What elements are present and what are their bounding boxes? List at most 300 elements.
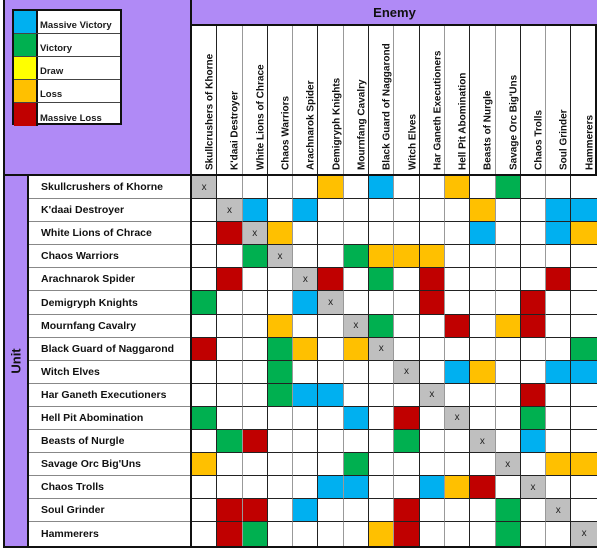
enemy-column-label: White Lions of Chrace	[255, 64, 267, 170]
matchup-cell	[344, 499, 369, 522]
matchup-cell	[546, 291, 571, 314]
matchup-cell	[420, 453, 445, 476]
matchup-cell	[369, 268, 394, 291]
matchup-cell	[470, 176, 495, 199]
unit-row-headers	[29, 176, 192, 546]
matchup-cell	[546, 430, 571, 453]
matchup-cell	[546, 245, 571, 268]
corner-header	[5, 0, 192, 176]
matchup-cell	[546, 407, 571, 430]
matchup-cell	[217, 222, 242, 245]
matchup-cell	[318, 222, 343, 245]
matchup-cell	[318, 384, 343, 407]
matchup-grid	[192, 176, 597, 546]
grid-row	[192, 499, 597, 522]
matchup-cell	[496, 338, 521, 361]
matchup-cell	[344, 522, 369, 545]
matchup-cell	[192, 499, 217, 522]
matchup-cell	[243, 245, 268, 268]
enemy-column-header	[496, 26, 521, 174]
matchup-cell	[192, 430, 217, 453]
matchup-cell	[217, 245, 242, 268]
matchup-cell	[521, 291, 546, 314]
matchup-cell	[369, 315, 394, 338]
unit-row-header: Skullcrushers of Khorne	[29, 176, 190, 199]
matchup-cell	[344, 338, 369, 361]
matchup-cell	[192, 361, 217, 384]
enemy-column-label: Witch Elves	[407, 113, 419, 170]
grid-row	[192, 245, 597, 268]
matchup-cell	[369, 430, 394, 453]
grid-row	[192, 176, 597, 199]
matchup-cell	[318, 245, 343, 268]
matchup-cell	[243, 522, 268, 545]
matchup-cell	[268, 361, 293, 384]
matchup-cell	[268, 522, 293, 545]
matchup-cell	[192, 315, 217, 338]
matchup-cell	[192, 268, 217, 291]
matchup-cell	[268, 315, 293, 338]
matchup-cell	[546, 384, 571, 407]
matchup-cell	[546, 222, 571, 245]
legend-swatch	[14, 57, 38, 79]
matchup-cell	[217, 522, 242, 545]
self-matchup-cell: x	[293, 268, 318, 291]
matchup-cell	[470, 245, 495, 268]
enemy-column-header	[445, 26, 470, 174]
matchup-cell	[293, 199, 318, 222]
legend-item	[14, 103, 120, 126]
matchup-cell	[192, 338, 217, 361]
matchup-cell	[344, 199, 369, 222]
matchup-cell	[470, 384, 495, 407]
matchup-cell	[496, 315, 521, 338]
matchup-cell	[496, 499, 521, 522]
matchup-cell	[445, 199, 470, 222]
matchup-cell	[293, 361, 318, 384]
enemy-column-label: Hammerers	[584, 114, 596, 170]
matchup-cell	[394, 199, 419, 222]
matchup-cell	[445, 522, 470, 545]
enemy-column-label: Chaos Warriors	[280, 95, 292, 170]
matchup-cell	[268, 338, 293, 361]
enemy-column-label: Mournfang Cavalry	[356, 79, 368, 170]
matchup-cell	[243, 453, 268, 476]
matchup-cell	[420, 245, 445, 268]
matchup-cell	[369, 245, 394, 268]
matchup-cell	[344, 245, 369, 268]
matchup-cell	[318, 176, 343, 199]
unit-row-header: Witch Elves	[29, 361, 190, 384]
unit-row-header: Chaos Warriors	[29, 245, 190, 268]
matchup-cell	[369, 499, 394, 522]
enemy-column-header	[470, 26, 495, 174]
matchup-cell	[293, 453, 318, 476]
matchup-cell	[571, 407, 596, 430]
matchup-cell	[192, 476, 217, 499]
matchup-cell	[445, 222, 470, 245]
matchup-cell	[268, 499, 293, 522]
unit-row-header: Hell Pit Abomination	[29, 407, 190, 430]
matchup-cell	[318, 430, 343, 453]
matchup-cell	[318, 476, 343, 499]
matchup-cell	[420, 407, 445, 430]
unit-row-header: Hammerers	[41, 527, 99, 540]
matchup-cell	[470, 338, 495, 361]
matchup-cell	[546, 315, 571, 338]
matchup-cell	[344, 222, 369, 245]
matchup-cell	[268, 476, 293, 499]
unit-row-header: K'daai Destroyer	[29, 199, 190, 222]
matchup-cell	[445, 176, 470, 199]
matchup-cell	[394, 291, 419, 314]
matchup-cell	[546, 199, 571, 222]
matchup-cell	[445, 338, 470, 361]
legend-item	[14, 57, 120, 80]
matchup-cell	[344, 176, 369, 199]
matchup-cell	[496, 407, 521, 430]
legend-label: Loss	[40, 89, 63, 100]
matchup-cell	[496, 291, 521, 314]
matchup-cell	[293, 476, 318, 499]
grid-row	[192, 338, 597, 361]
matchup-cell	[496, 476, 521, 499]
matchup-cell	[217, 430, 242, 453]
matchup-cell	[445, 476, 470, 499]
matchup-cell	[318, 268, 343, 291]
matchup-cell	[394, 476, 419, 499]
matchup-cell	[571, 338, 596, 361]
matchup-cell	[318, 499, 343, 522]
matchup-cell	[420, 522, 445, 545]
matchup-cell	[192, 453, 217, 476]
grid-row	[192, 199, 597, 222]
matchup-cell	[293, 245, 318, 268]
self-matchup-cell: x	[344, 315, 369, 338]
matchup-cell	[293, 291, 318, 314]
matchup-cell	[496, 384, 521, 407]
enemy-column-header	[521, 26, 546, 174]
matchup-cell	[521, 499, 546, 522]
matchup-cell	[571, 430, 596, 453]
matchup-cell	[470, 361, 495, 384]
enemy-column-header	[243, 26, 268, 174]
legend-label: Victory	[40, 43, 73, 54]
matchup-cell	[293, 499, 318, 522]
grid-row	[192, 361, 597, 384]
matchup-cell	[521, 176, 546, 199]
self-matchup-cell: x	[268, 245, 293, 268]
enemy-column-label: Savage Orc Big'Uns	[508, 74, 520, 170]
enemy-column-label: Black Guard of Naggarond	[381, 43, 393, 170]
legend-label: Massive Loss	[40, 113, 102, 124]
matchup-cell	[268, 176, 293, 199]
matchup-cell	[369, 476, 394, 499]
unit-row-header: Black Guard of Naggarond	[29, 338, 190, 361]
matchup-cell	[521, 222, 546, 245]
matchup-cell	[571, 245, 596, 268]
matchup-cell	[521, 453, 546, 476]
self-matchup-cell: x	[394, 361, 419, 384]
self-matchup-cell: x	[243, 222, 268, 245]
matchup-cell	[268, 407, 293, 430]
matchup-cell	[268, 291, 293, 314]
matchup-cell	[571, 222, 596, 245]
matchup-cell	[268, 453, 293, 476]
matchup-cell	[217, 407, 242, 430]
matchup-cell	[192, 199, 217, 222]
matchup-cell	[571, 315, 596, 338]
matchup-cell	[293, 430, 318, 453]
enemy-column-header	[268, 26, 293, 174]
grid-row	[192, 407, 597, 430]
matchup-cell	[571, 453, 596, 476]
matchup-cell	[243, 499, 268, 522]
legend-label: Draw	[40, 66, 64, 77]
matchup-cell	[344, 476, 369, 499]
matchup-cell	[496, 361, 521, 384]
matchup-cell	[268, 222, 293, 245]
grid-row	[192, 222, 597, 245]
matchup-cell	[369, 407, 394, 430]
matchup-cell	[344, 384, 369, 407]
matchup-cell	[521, 199, 546, 222]
enemy-column-header	[217, 26, 242, 174]
matchup-cell	[521, 245, 546, 268]
matchup-cell	[243, 361, 268, 384]
grid-row	[192, 453, 597, 476]
enemy-column-label: Arachnarok Spider	[305, 80, 317, 170]
enemy-column-header	[571, 26, 596, 174]
matchup-cell	[394, 222, 419, 245]
matchup-cell	[470, 268, 495, 291]
matchup-cell	[571, 291, 596, 314]
unit-row-header: Savage Orc Big'Uns	[29, 453, 190, 476]
legend-swatch	[14, 34, 38, 56]
matchup-cell	[546, 522, 571, 545]
matchup-cell	[217, 384, 242, 407]
matchup-cell	[420, 476, 445, 499]
matchup-cell	[192, 245, 217, 268]
matchup-cell	[243, 430, 268, 453]
matchup-cell	[369, 361, 394, 384]
matchup-cell	[268, 268, 293, 291]
matchup-cell	[192, 522, 217, 545]
matchup-cell	[394, 315, 419, 338]
legend-swatch	[14, 11, 38, 33]
matchup-cell	[293, 315, 318, 338]
matchup-cell	[369, 384, 394, 407]
matchup-cell	[369, 453, 394, 476]
matchup-cell	[394, 453, 419, 476]
matchup-cell	[243, 199, 268, 222]
matchup-cell	[217, 476, 242, 499]
matchup-cell	[318, 338, 343, 361]
enemy-column-label: Demigryph Knights	[331, 77, 343, 170]
matchup-cell	[470, 476, 495, 499]
matchup-cell	[420, 222, 445, 245]
self-matchup-cell: x	[318, 291, 343, 314]
unit-row-header: Chaos Trolls	[29, 476, 190, 499]
matchup-cell	[268, 430, 293, 453]
matchup-cell	[243, 315, 268, 338]
self-matchup-cell: x	[192, 176, 217, 199]
unit-row-header: White Lions of Chrace	[29, 222, 190, 245]
matchup-cell	[217, 315, 242, 338]
matchup-cell	[344, 430, 369, 453]
matchup-cell	[394, 522, 419, 545]
enemy-column-header	[369, 26, 394, 174]
matchup-cell	[445, 268, 470, 291]
matchup-cell	[445, 384, 470, 407]
matchup-cell	[293, 407, 318, 430]
matchup-cell	[217, 176, 242, 199]
legend-item	[14, 11, 120, 34]
matchup-cell	[293, 176, 318, 199]
matchup-cell	[496, 268, 521, 291]
enemy-column-header	[546, 26, 571, 174]
enemy-column-header	[420, 26, 445, 174]
matchup-cell	[192, 291, 217, 314]
legend-swatch	[14, 80, 38, 102]
self-matchup-cell: x	[420, 384, 445, 407]
matchup-cell	[496, 222, 521, 245]
matchup-cell	[318, 315, 343, 338]
matchup-cell	[470, 453, 495, 476]
matchup-cell	[420, 499, 445, 522]
matchup-cell	[344, 268, 369, 291]
self-matchup-cell: x	[496, 453, 521, 476]
matchup-cell	[420, 361, 445, 384]
unit-row-header: Har Ganeth Executioners	[29, 384, 190, 407]
enemy-column-label: K'daai Destroyer	[229, 90, 241, 170]
matchup-cell	[293, 338, 318, 361]
unit-row-header: Mournfang Cavalry	[29, 315, 190, 338]
self-matchup-cell: x	[445, 407, 470, 430]
enemy-column-label: Beasts of Nurgle	[482, 90, 494, 170]
grid-row	[192, 268, 597, 291]
matchup-cell	[420, 291, 445, 314]
grid-row	[192, 430, 597, 453]
matchup-cell	[243, 384, 268, 407]
grid-row	[192, 291, 597, 314]
enemy-column-label: Hell Pit Abomination	[457, 72, 469, 170]
enemy-column-header	[192, 26, 217, 174]
matchup-cell	[369, 522, 394, 545]
matchup-cell	[470, 222, 495, 245]
matchup-cell	[445, 291, 470, 314]
matchup-cell	[243, 291, 268, 314]
matchup-cell	[318, 522, 343, 545]
matchup-cell	[546, 268, 571, 291]
matchup-cell	[496, 430, 521, 453]
matchup-cell	[521, 361, 546, 384]
matchup-cell	[496, 245, 521, 268]
matchup-cell	[293, 522, 318, 545]
matchup-cell	[318, 199, 343, 222]
matchup-cell	[521, 430, 546, 453]
unit-row-header: Soul Grinder	[29, 499, 190, 522]
enemy-column-label: Har Ganeth Executioners	[432, 50, 444, 170]
matchup-cell	[420, 430, 445, 453]
grid-row	[192, 476, 597, 499]
legend-item	[14, 80, 120, 103]
matchup-cell	[344, 453, 369, 476]
matchup-cell	[243, 176, 268, 199]
legend-label: Massive Victory	[40, 20, 112, 31]
matchup-cell	[445, 453, 470, 476]
grid-row	[192, 384, 597, 407]
matchup-cell	[546, 453, 571, 476]
matchup-cell	[521, 268, 546, 291]
matchup-cell	[293, 384, 318, 407]
matchup-cell	[318, 361, 343, 384]
unit-row-header: Demigryph Knights	[29, 291, 190, 314]
matchup-cell	[571, 361, 596, 384]
self-matchup-cell: x	[369, 338, 394, 361]
matchup-cell	[369, 176, 394, 199]
matchup-cell	[496, 522, 521, 545]
matchup-cell	[394, 245, 419, 268]
unit-header-label: Unit	[8, 348, 24, 374]
enemy-column-header	[344, 26, 369, 174]
matchup-cell	[546, 476, 571, 499]
matchup-cell	[420, 338, 445, 361]
enemy-column-label: Skullcrushers of Khorne	[204, 53, 216, 170]
legend-swatch	[14, 103, 38, 126]
matchup-cell	[546, 361, 571, 384]
matchup-cell	[217, 499, 242, 522]
matchup-cell	[293, 222, 318, 245]
enemy-column-label: Soul Grinder	[558, 109, 570, 170]
matchup-cell	[318, 453, 343, 476]
self-matchup-cell: x	[571, 522, 596, 545]
enemy-column-header	[394, 26, 419, 174]
matchup-cell	[420, 268, 445, 291]
matchup-cell	[344, 407, 369, 430]
matchup-cell	[445, 499, 470, 522]
matchup-cell	[521, 407, 546, 430]
matchup-cell	[571, 176, 596, 199]
legend-item	[14, 34, 120, 57]
matchup-cell	[496, 176, 521, 199]
matchup-cell	[496, 199, 521, 222]
matchup-cell	[192, 222, 217, 245]
matchup-cell	[420, 199, 445, 222]
matchup-cell	[571, 199, 596, 222]
matchup-cell	[369, 222, 394, 245]
matchup-cell	[243, 407, 268, 430]
matchup-cell	[369, 199, 394, 222]
matchup-cell	[470, 407, 495, 430]
matchup-sheet	[3, 0, 597, 548]
self-matchup-cell: x	[470, 430, 495, 453]
enemy-column-header	[293, 26, 318, 174]
matchup-cell	[521, 315, 546, 338]
matchup-cell	[394, 430, 419, 453]
grid-row	[192, 522, 597, 545]
matchup-cell	[268, 384, 293, 407]
matchup-cell	[217, 361, 242, 384]
matchup-cell	[192, 384, 217, 407]
matchup-cell	[217, 338, 242, 361]
matchup-cell	[546, 338, 571, 361]
matchup-cell	[268, 199, 293, 222]
matchup-cell	[243, 338, 268, 361]
matchup-cell	[571, 499, 596, 522]
enemy-column-headers	[192, 26, 597, 176]
matchup-cell	[394, 407, 419, 430]
